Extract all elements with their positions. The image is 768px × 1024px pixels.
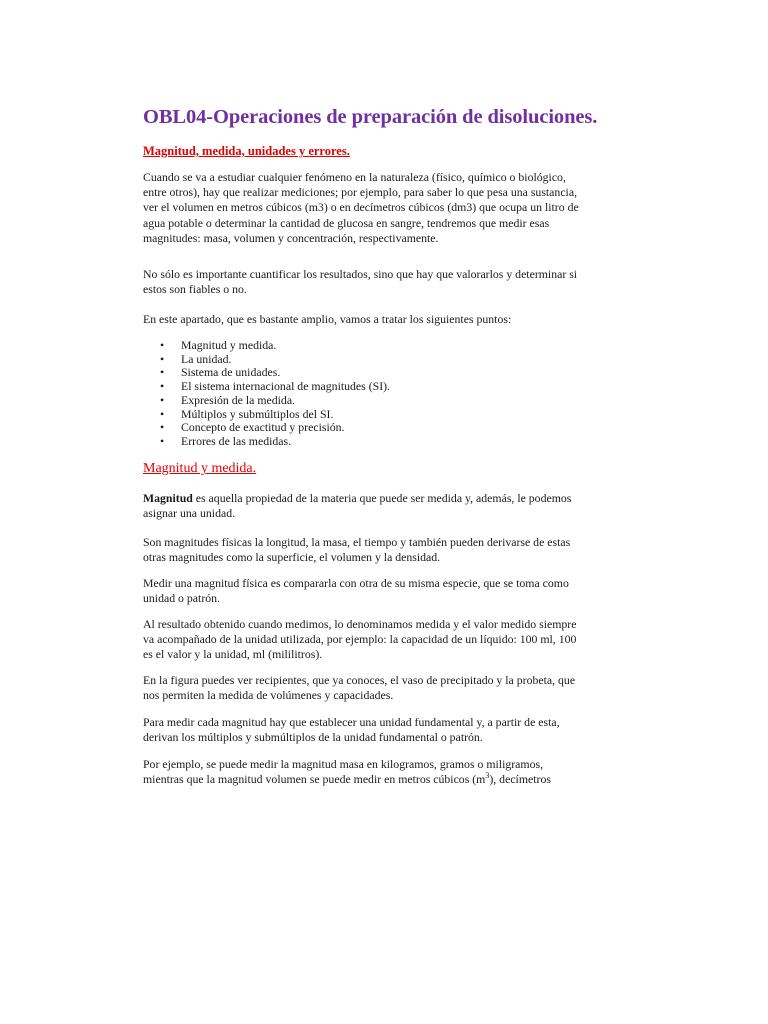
- paragraph-magnitud-definicion: Magnitud es aquella propiedad de la materia que puede ser medida y, además, le podemos asignar una unidad.: [143, 491, 572, 521]
- paragraph-ejemplo: Por ejemplo, se puede medir la magnitud masa en kilogramos, gramos o miligramos, mientras que la magnitud volumen se puede medir en metros cúbicos $(m^3)$, decímetros: [143, 757, 551, 787]
- paragraph-resultado: Al resultado obtenido cuando medimos, lo denominamos medida y el valor medido siempre va acompañado de la unidad utilizada, por ejemplo: la capacidad de un líquido: 100 ml, 100 es el valor y la unidad, ml (mililitros).: [143, 617, 577, 662]
- term-magnitud: Magnitud: [143, 491, 193, 505]
- paragraph-intro: Cuando se va a estudiar cualquier fenómeno en la naturaleza (físico, químico o biológico, entre otros), hay que realizar mediciones; por ejemplo, para saber lo que pesa una sustancia, ver el volumen en metros cúbicos (m3) o en decímetros cúbicos (dm3) que ocupa un litro de agua potable o determinar la cantidad de glucosa en sangre, tendremos que medir esas magnitudes: masa, volumen y concentración, respectivamente.: [143, 170, 579, 245]
- bullet-icon: •: [160, 406, 165, 421]
- list-item: • Concepto de exactitud y precisión.: [160, 420, 345, 435]
- paragraph-magnitudes-fisicas: Son magnitudes físicas la longitud, la masa, el tiempo y también pueden derivarse de estas otras magnitudes como la superficie, el volumen y la densidad.: [143, 535, 571, 565]
- paragraph-apartado: En este apartado, que es bastante amplio, vamos a tratar los siguientes puntos:: [143, 312, 512, 326]
- page-title: OBL04-Operaciones de preparación de disoluciones.: [143, 106, 598, 128]
- bullet-icon: •: [160, 420, 165, 435]
- list-item: • El sistema internacional de magnitudes (SI).: [160, 379, 391, 394]
- paragraph-unidad-fundamental: Para medir cada magnitud hay que establecer una unidad fundamental y, a partir de esta, derivan los múltiplos y submúltiplos de la unidad fundamental o patrón.: [143, 715, 560, 745]
- paragraph-cuantificar: No sólo es importante cuantificar los resultados, sino que hay que valorarlos y determinar si estos son fiables o no.: [143, 267, 578, 297]
- section-heading-magnitud-medida-unidades-errores: Magnitud, medida, unidades y errores.: [143, 144, 350, 158]
- bullet-icon: •: [160, 351, 165, 366]
- list-item: • Sistema de unidades.: [160, 365, 281, 380]
- bullet-icon: •: [160, 338, 165, 352]
- bullet-icon: •: [160, 392, 165, 407]
- list-item: • Expresión de la medida.: [160, 392, 296, 407]
- bullet-icon: •: [160, 433, 165, 448]
- topics-list: [143, 339, 390, 449]
- list-item: • Errores de las medidas.: [160, 433, 292, 448]
- paragraph-figura: En la figura puedes ver recipientes, que ya conoces, el vaso de precipitado y la probeta, que nos permiten la medida de volúmenes y capacidades.: [143, 673, 576, 703]
- bullet-icon: •: [160, 379, 165, 394]
- bullet-icon: •: [160, 365, 165, 380]
- list-item: • Magnitud y medida.: [160, 338, 277, 352]
- list-item: • Múltiplos y submúltiplos del SI.: [160, 406, 334, 421]
- paragraph-medir: Medir una magnitud física es compararla con otra de su misma especie, que se toma como unidad o patrón.: [143, 576, 569, 606]
- list-item: • La unidad.: [160, 351, 232, 366]
- section-heading-magnitud-y-medida: Magnitud y medida.: [143, 461, 257, 476]
